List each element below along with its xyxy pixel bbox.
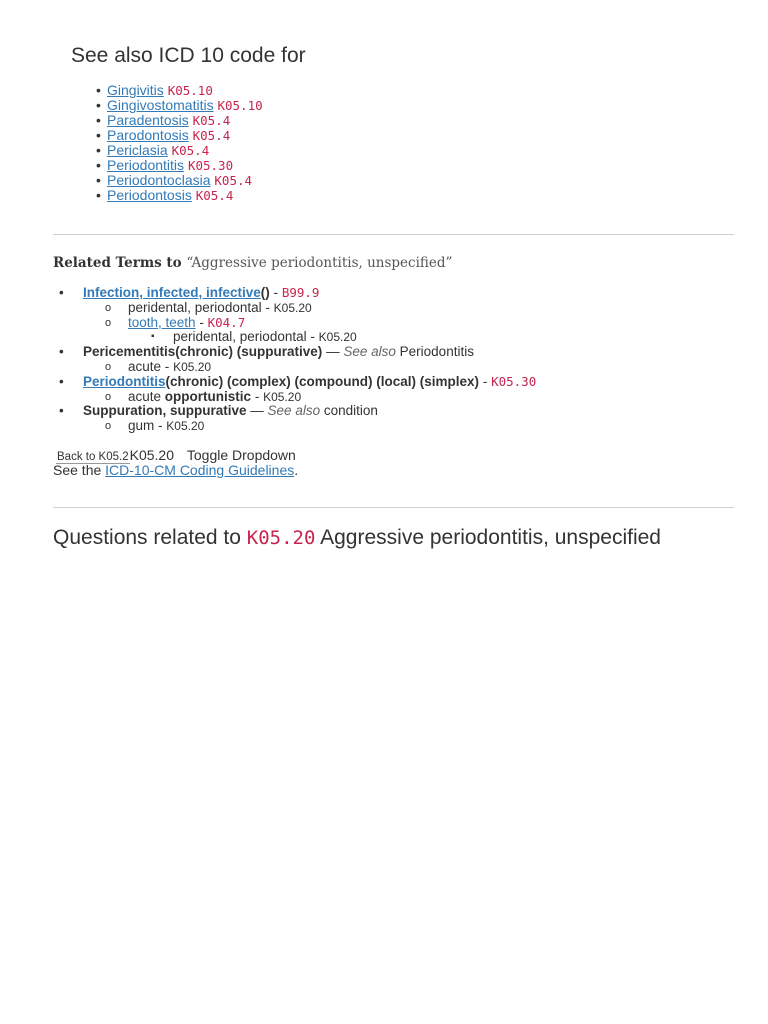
dash-separator: - bbox=[164, 358, 170, 374]
icd-code: K05.4 bbox=[192, 128, 231, 143]
icd-code: K05.4 bbox=[195, 188, 234, 203]
list-item bbox=[96, 83, 263, 98]
see-also-link-periodontitis[interactable]: Periodontitis bbox=[107, 157, 185, 173]
subterm-code: K05.20 bbox=[318, 330, 357, 345]
subterm-text: peridental, periodontal bbox=[173, 329, 307, 345]
term-suffix: () bbox=[260, 285, 270, 300]
icd-code: K05.4 bbox=[171, 143, 210, 158]
list-item bbox=[96, 143, 263, 158]
term-qualifiers: (chronic) (complex) (compound) (local) (simplex) bbox=[165, 373, 480, 389]
em-dash: — bbox=[326, 344, 340, 360]
dash-separator: - bbox=[310, 329, 315, 345]
list-item bbox=[53, 404, 536, 419]
subterm-text: acute bbox=[128, 388, 162, 404]
list-item bbox=[53, 375, 536, 390]
dash-separator: - bbox=[265, 299, 270, 315]
subterm-text: gum bbox=[128, 418, 155, 434]
list-item bbox=[53, 330, 536, 345]
see-also-link-periodontosis[interactable]: Periodontosis bbox=[107, 187, 192, 203]
see-also-list bbox=[96, 83, 263, 203]
see-also-link-periclasia[interactable]: Periclasia bbox=[107, 142, 168, 158]
list-item bbox=[96, 173, 263, 188]
see-also-link-parodontosis[interactable]: Parodontosis bbox=[107, 127, 189, 143]
see-also-link-gingivitis[interactable]: Gingivitis bbox=[107, 82, 164, 98]
list-item bbox=[53, 419, 536, 434]
guidelines-link[interactable]: ICD-10-CM Coding Guidelines bbox=[105, 462, 295, 478]
see-also-label: See also bbox=[343, 344, 396, 360]
subterm-code: K05.20 bbox=[173, 359, 212, 374]
see-also-link-gingivostomatitis[interactable]: Gingivostomatitis bbox=[107, 97, 214, 113]
see-also-target: condition bbox=[323, 403, 378, 419]
questions-suffix: Aggressive periodontitis, unspecified bbox=[320, 526, 661, 549]
term-link-periodontitis[interactable]: Periodontitis bbox=[83, 373, 166, 389]
related-terms-prefix: Related Terms to bbox=[53, 255, 182, 271]
dash-separator: - bbox=[254, 388, 260, 404]
toggle-dropdown-button[interactable]: Toggle Dropdown bbox=[186, 447, 296, 463]
back-button[interactable]: Back to K05.2 bbox=[57, 451, 129, 463]
list-item bbox=[53, 316, 536, 331]
questions-prefix: Questions related to bbox=[53, 526, 241, 549]
list-item bbox=[96, 98, 263, 113]
list-item bbox=[96, 188, 263, 203]
icd-code: K04.7 bbox=[207, 314, 246, 330]
guidelines-row bbox=[53, 462, 298, 478]
see-also-link-periodontoclasia[interactable]: Periodontoclasia bbox=[107, 172, 211, 188]
related-terms-list bbox=[53, 286, 536, 434]
icd-code: K05.30 bbox=[491, 373, 537, 389]
questions-code: K05.20 bbox=[246, 527, 316, 549]
list-item bbox=[96, 113, 263, 128]
subterm-code: K05.20 bbox=[166, 419, 205, 434]
subterm-text: peridental, periodontal bbox=[128, 299, 262, 315]
list-item bbox=[53, 301, 536, 316]
icd-code: B99.9 bbox=[281, 285, 320, 300]
term-link-infection[interactable]: Infection, infected, infective bbox=[83, 285, 261, 300]
subterm-link-tooth-teeth[interactable]: tooth, teeth bbox=[128, 314, 196, 330]
icd-code: K05.10 bbox=[167, 83, 213, 98]
icd-code: K05.4 bbox=[214, 173, 253, 188]
list-item bbox=[96, 158, 263, 173]
dash-separator: - bbox=[482, 373, 488, 389]
period: . bbox=[294, 462, 299, 478]
see-also-label: See also bbox=[267, 403, 321, 419]
subterm-code: K05.20 bbox=[273, 300, 312, 315]
questions-heading bbox=[53, 526, 661, 550]
section-divider bbox=[53, 234, 734, 235]
em-dash: — bbox=[250, 403, 264, 419]
subterm-code: K05.20 bbox=[263, 389, 302, 404]
see-also-target: Periodontitis bbox=[399, 344, 474, 360]
related-terms-heading bbox=[53, 255, 452, 271]
icd-code: K05.30 bbox=[187, 158, 234, 173]
list-item bbox=[53, 360, 536, 375]
term-pericementitis: Pericementitis(chronic) (suppurative) bbox=[83, 344, 323, 360]
code-nav-row bbox=[53, 447, 296, 463]
current-code: K05.20 bbox=[129, 447, 174, 463]
see-also-link-paradentosis[interactable]: Paradentosis bbox=[107, 112, 189, 128]
dash-separator: - bbox=[273, 285, 279, 300]
list-item bbox=[96, 128, 263, 143]
icd-code: K05.4 bbox=[192, 113, 231, 128]
see-also-heading: See also ICD 10 code for bbox=[71, 44, 306, 67]
see-the-text: See the bbox=[53, 462, 102, 478]
subterm-text: acute bbox=[128, 358, 162, 374]
dash-separator: - bbox=[199, 314, 204, 330]
list-item bbox=[53, 390, 536, 405]
icd-code: K05.10 bbox=[217, 98, 263, 113]
related-terms-quoted-title: “Aggressive periodontitis, unspecified” bbox=[186, 255, 453, 271]
list-item bbox=[53, 345, 536, 360]
dash-separator: - bbox=[158, 418, 163, 434]
section-divider bbox=[53, 507, 734, 508]
subterm-bold: opportunistic bbox=[164, 388, 252, 404]
list-item bbox=[53, 286, 536, 301]
term-suppuration: Suppuration, suppurative bbox=[83, 403, 247, 419]
